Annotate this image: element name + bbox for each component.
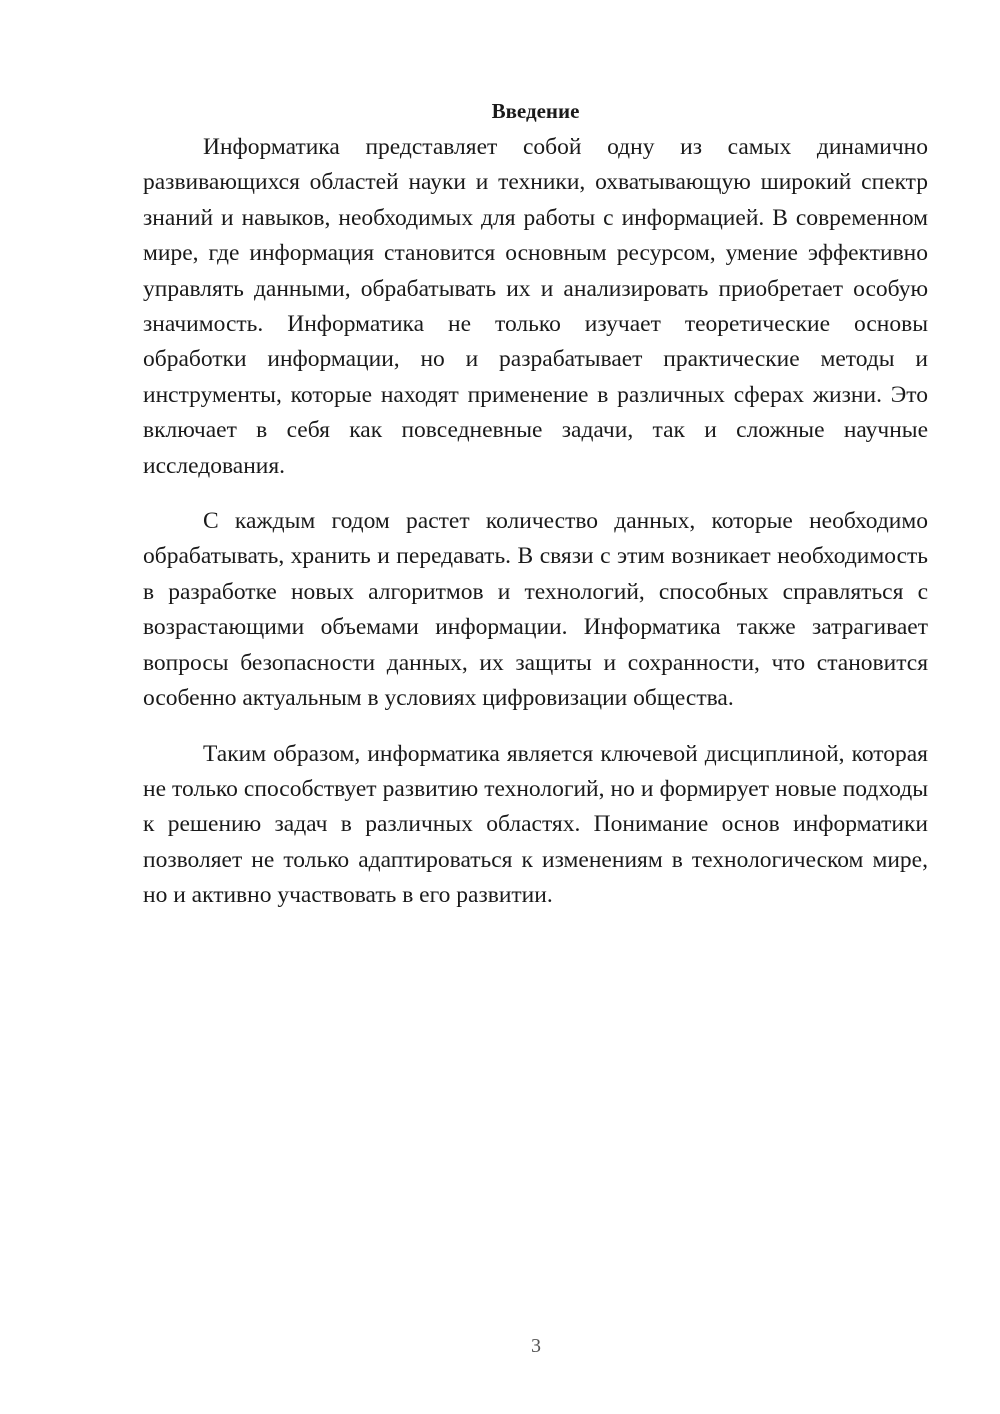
section-heading: Введение (491, 99, 580, 123)
page-content (143, 96, 928, 914)
paragraph-3: Таким образом, информатика является ключевой дисциплиной, которая не только способствует развитию технологий, но и формирует новые подходы к решению задач в различных областях. Понимание основ информатики позволяет не только адаптироваться к изменениям в технологическом мире, но и активно участвовать в его развитии. (143, 740, 928, 909)
paragraph-1: Информатика представляет собой одну из самых динамично развивающихся областей науки и техники, охватывающую широкий спектр знаний и навыков, необходимых для работы с информацией. В современном мире, где информация становится основным ресурсом, умение эффективно управлять данными, обрабатывать их и анализировать приобретает особую значимость. Информатика не только изучает теоретические основы обработки информации, но и разрабатывает практические методы и инструменты, которые находят применение в различных сферах жизни. Это включает в себя как повседневные задачи, так и сложные научные исследования. (143, 134, 928, 479)
page-number: 3 (531, 1335, 541, 1357)
paragraph-2: С каждым годом растет количество данных, которые необходимо обрабатывать, хранить и передавать. В связи с этим возникает необходимость в разработке новых алгоритмов и технологий, способных справляться с возрастающими объемами информации. Информатика также затрагивает вопросы безопасности данных, их защиты и сохранности, что становится особенно актуальным в условиях цифровизации общества. (143, 508, 928, 712)
